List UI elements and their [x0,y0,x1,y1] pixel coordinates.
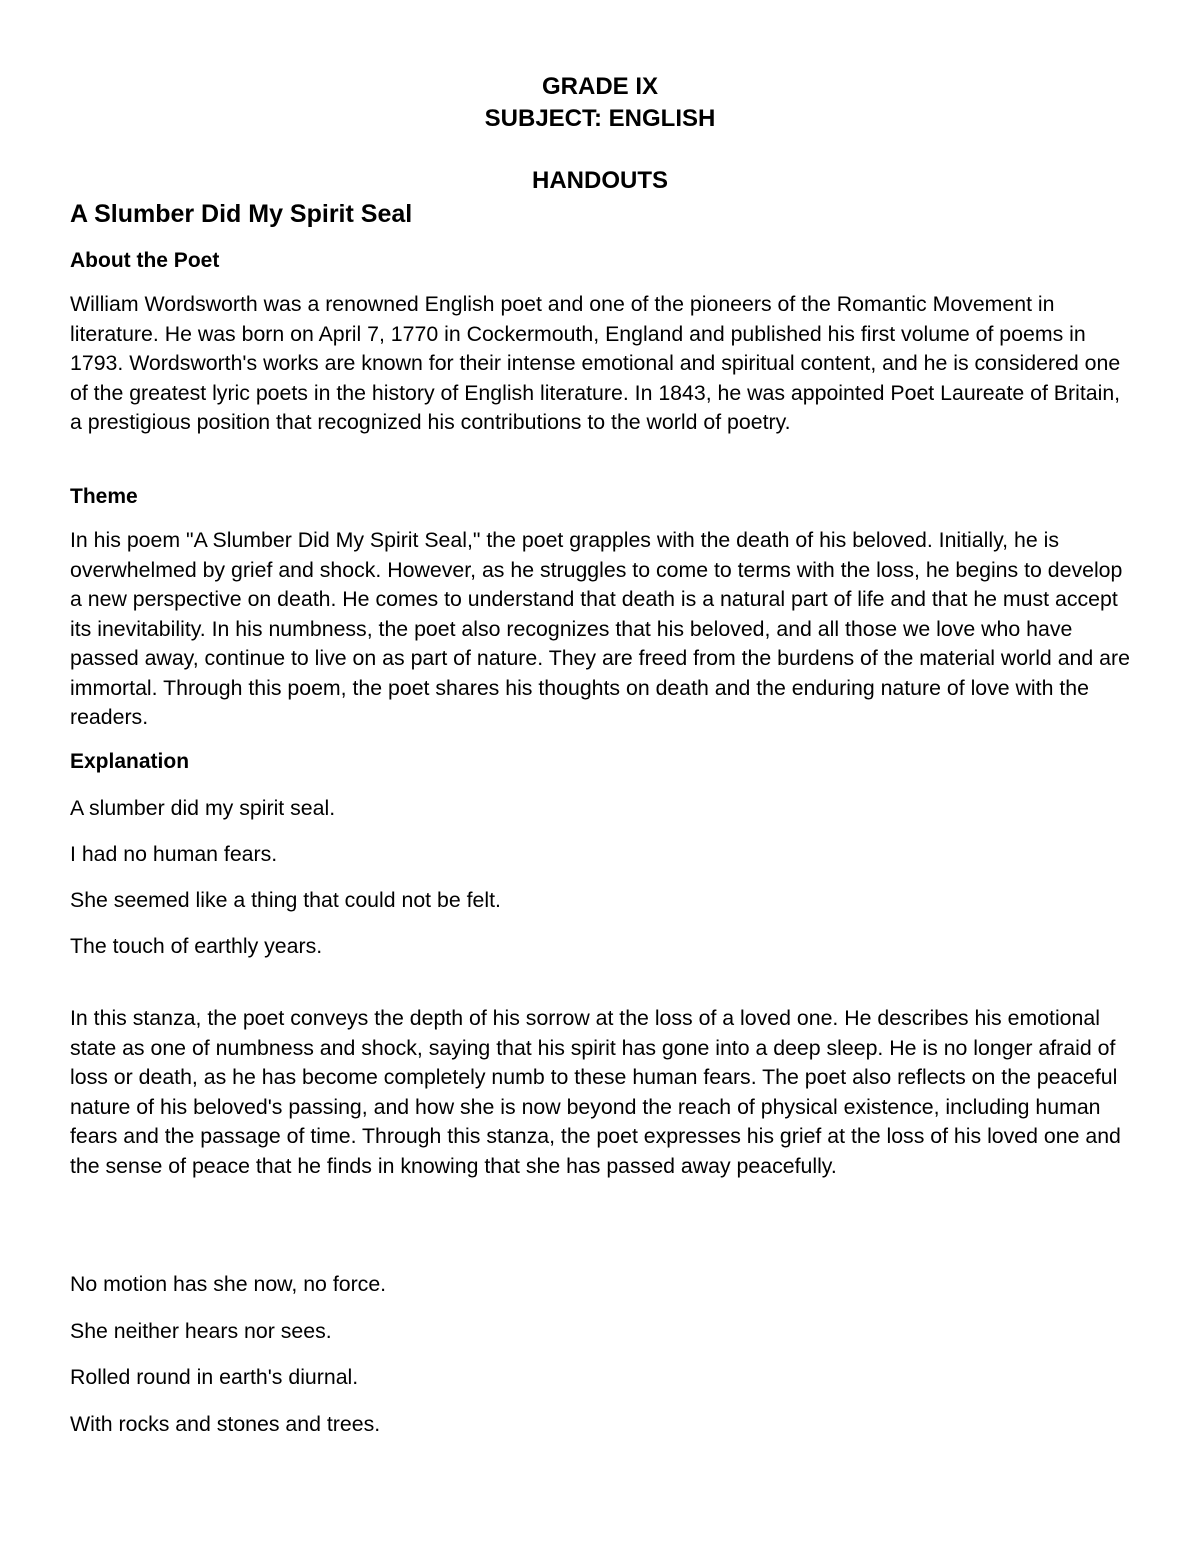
about-poet-heading: About the Poet [70,249,220,272]
poem-line: No motion has she now, no force. [70,1272,387,1296]
theme-text: In his poem "A Slumber Did My Spirit Seal," the poet grapples with the death of his beloved. Initially, he is overwhelmed by grief and shock. However, as he struggles to come to terms with the loss, he begins to develop a new perspective on death. He comes to understand that death is a natural part of life and that he must accept its inevitability. In his numbness, the poet also recognizes that his beloved, and all those we love who have passed away, continue to live on as part of nature. They are freed from the burdens of the material world and are immortal. Through this poem, the poet shares his thoughts on death and the enduring nature of love with the readers. [70,528,1130,729]
grade-heading: GRADE IX [541,73,658,100]
poem-line: She seemed like a thing that could not be felt. [70,888,501,912]
about-poet-text: William Wordsworth was a renowned English poet and one of the pioneers of the Romantic Movement in literature. He was born on April 7, 1770 in Cockermouth, England and published his first volume of poems in 1793. Wordsworth's works are known for their intense emotional and spiritual content, and he is considered one of the greatest lyric poets in the history of English literature. In 1843, he was appointed Poet Laureate of Britain, a prestigious position that recognized his contributions to the world of poetry. [70,292,1121,434]
subject-heading: SUBJECT: ENGLISH [484,105,716,132]
handouts-heading: HANDOUTS [532,167,668,194]
poem-line: The touch of earthly years. [70,934,323,958]
poem-title: A Slumber Did My Spirit Seal [70,200,413,228]
poem-line: She neither hears nor sees. [70,1319,332,1343]
poem-line: A slumber did my spirit seal. [70,796,336,820]
stanza-explanation-text: In this stanza, the poet conveys the depth of his sorrow at the loss of a loved one. He describes his emotional state as one of numbness and shock, saying that his spirit has gone into a deep sleep. He is no longer afraid of loss or death, as he has become completely numb to these human fears. The poet also reflects on the peaceful nature of his beloved's passing, and how she is now beyond the reach of physical existence, including human fears and the passage of time. Through this stanza, the poet expresses his grief at the loss of his loved one and the sense of peace that he finds in knowing that she has passed away peacefully. [70,1006,1121,1178]
poem-line: With rocks and stones and trees. [70,1412,381,1436]
explanation-heading: Explanation [70,750,190,773]
poem-line: I had no human fears. [70,842,278,866]
theme-heading: Theme [70,485,138,508]
poem-line: Rolled round in earth's diurnal. [70,1365,359,1389]
